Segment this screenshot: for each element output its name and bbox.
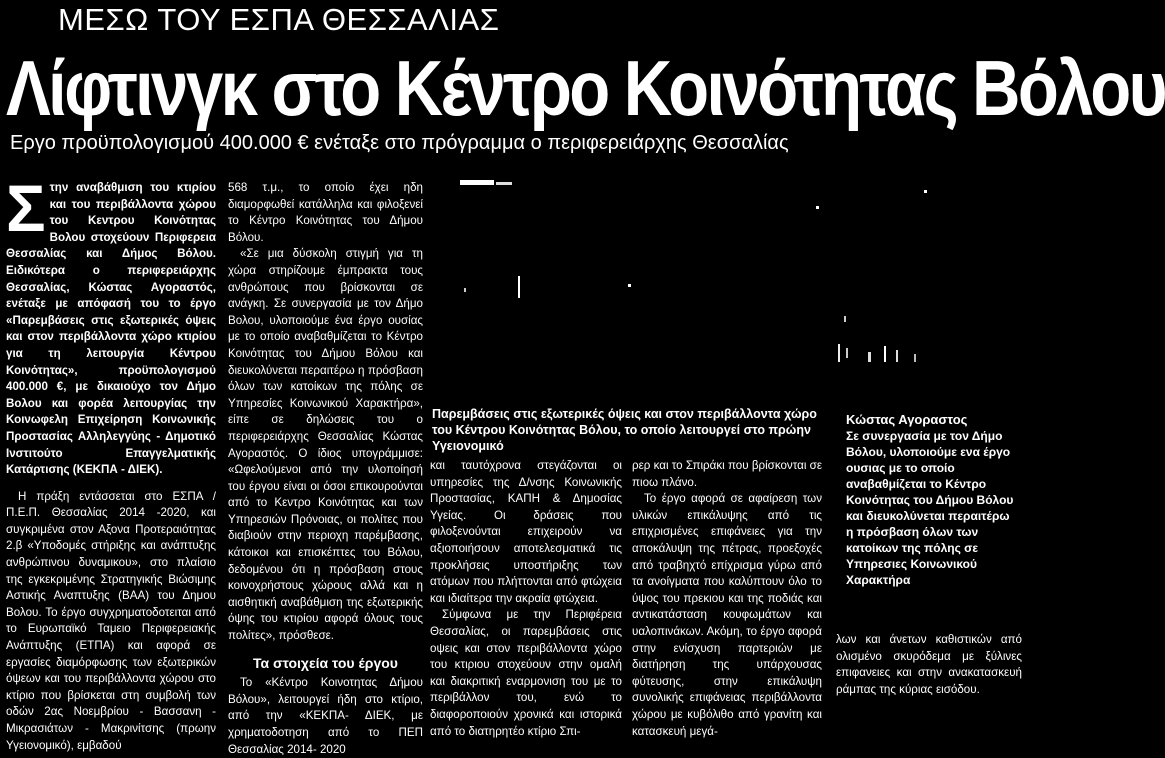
body-paragraph: 568 τ.μ., το οποίο έχει ηδη διαμορφωθεί κατάλληλα και φιλοξενεί το Κέντρο Κοινότητας του Δήμου Βόλου. [228,181,423,244]
headline: Λίφτινγκ στο Κέντρο Κοινότητας Βόλου [6,44,1165,132]
body-paragraph: ρερ και το Σπιράκι που βρίσκονται σε πιοω πλάνο. [632,459,822,489]
building-photo [432,166,832,402]
building-photo-image [432,166,832,402]
side-quote-name: Κώστας Αγοραστος [846,412,968,427]
article-column-4 [632,458,822,740]
portrait-photo [838,166,1024,402]
body-paragraph: Σύμφωνα με την Περιφέρεια Θεσσαλίας, οι παρεμβάσεις στις οψεις και στον περιβάλλοντα χώρο του κτιριου στοχεύουν στην ομαλή και διακριτική εναρμονιση του με το περιβάλλον του, ενώ το διαφοροποιούν χρονικά και ιστορικά από το διατηρητέο κτίριο Σπι- [430,608,622,738]
body-paragraph: Το έργο αφορά σε αφαίρεση των υλικών επικάλυψης από τις επιχρισμένες επιφάνειες για την αποκάλυψη της πέτρας, προεξοχές από τραβηχτό επίχρισμα γύρω από τα ανοίγματα που καλύπτουν όλο το ύψος του πρεκιου και της ποδιάς και αντικατάσταση κουφωμάτων και υαλοπινάκων. Ακόμη, το έργο αφορά στην ενίσχυση παρτεριών με διατήρηση της υπάρχουσας φύτευσης, στην επικάλυψη συνολικής επιφάνειας περιβάλλοντα χώρου με κυβόλιθο από γρανίτη και κατασκευή μεγά- [632,492,822,738]
side-quote-box [846,412,1020,588]
article-column-3 [430,458,622,740]
body-paragraph: λων και άνετων καθιστικών από ολισμένο σκυρόδεμα με ξύλινες επιφανειες και στην ανακατασκευή ράμπας της κύριας εισόδου. [836,633,1022,696]
body-paragraph: «Σε μια δύσκολη στιγμή για τη χώρα στηρίζουμε έμπρακτα τους ανθρώπους που βρίσκονται σε ανάγκη. Σε συνεργασία με τον Δήμο Βολου, υλοποιούμε ένα έργο ουσίας με το οποίο αναβαθμίζεται το Κέντρο Κοινότητας του Δήμου Βόλου και διευκολύνεται περαιτέρω η πρόσβαση όλων των κατοίκων της πόλης σε Υπηρεσίες Κοινωνικού Χαρακτήρα», είπε σε δηλώσεις του ο περιφερειάρχης Θεσσαλίας Κώστας Αγοραστός. Ο ίδιος υπογράμμισε: «Ωφελούμενοι από την υλοποίησή του έργου είναι οι όσοι επικουρούνται από το Κεντρο Κοινότητας και των Υπηρεσιών Πρόνοιας, οι πολίτες που διαβιούν στην περιοχη παρέμβασης, κάτοικοι και επισκέπτες του Βόλου, δεδομένου ότι η πρόσβαση στους κοινοχρήστους χώρους αλλά και η αισθητική αναβάθμιση της εξωτερικής όψης του κτιρίου αφορά όλους τους πολίτες», πρόσθεσε. [228,247,423,643]
portrait-photo-image [838,166,1024,402]
section-title: Τα στοιχεία του έργου [253,654,398,671]
kicker: ΜΕΣΩ ΤΟΥ ΕΣΠΑ ΘΕΣΣΑΛΙΑΣ [58,2,500,37]
article-column-5 [836,632,1022,698]
photo-caption: Παρεμβάσεις στις εξωτερικές όψεις και στον περιβάλλοντα χώρο του Κέντρου Κοινότητας Βόλου, το οποίο λειτουργεί στο πρώην Υγειονομικό [432,407,817,453]
body-paragraph: Το «Κέντρο Κοινοτητας Δήμου Βόλου», λειτουργεί ήδη στο κτίριο, από την «ΚΕΚΠΑ- ΔΙΕΚ, με χρηματοδοτηση από το ΠΕΠ Θεσσαλίας 2014- 2020 [228,676,423,756]
article-column-1 [6,171,216,754]
article-column-2 [228,180,423,758]
body-paragraph: Η πράξη εντάσσεται στο ΕΣΠΑ / Π.Ε.Π. Θεσσαλίας 2014 -2020, και συγκριμένα στον Αξονα Προτεραιότητας 2.β «Υποδομές στήριξης και ανάπτυξης ανθρώπινου δυναμικου», στο πλαίσιο της εγκεκριμένης Στρατηγικής Βιώσιμης Αστικής Αναπτυξης (ΒΑΑ) του Δημου Βολου. Το έργο συγχρηματοδοτειται από το Ευρωπαϊκό Ταμειο Περιφερειακής Ανάπτυξης (ΕΤΠΑ) και αφορά σε εργασίες διαμόρφωσης των εξωτερικών όψεων και του περιβάλλοντα χώρου στο κτίριο που βρίσκεται στη συμβολή των οδών 2ας Νοεμβρίου - Βασσανη - Μικρασιάτων - Μακρινίτσης (πρωην Υγειονομικό), εμβαδού [6,489,216,752]
body-paragraph: και ταυτόχρονα στεγάζονται οι υπηρεσίες της Δ/νσης Κοινωνικής Προστασίας, ΚΑΠΗ & Δημοσίας Υγείας. Οι δράσεις που φιλοξενούνται επιχειρούν να αξιοποιήσουν αποτελεσματικά τις προκλήσεις υποστήριξης των ατόμων που πλήττονται από φτώχεια και ιδιαίτερα την ακραία φτώχεια. [430,459,622,605]
dropcap: Σ [6,171,46,245]
side-quote-text: Σε συνεργασία με τον Δήμο Βόλου, υλοποιούμε ενα έργο ουσιας με το οποίο αναβαθμίζεται το Κέντρο Κοινότητας του Δήμου Βόλου και διευκολύνεται περαιτέρω η πρόσβαση όλων των κατοίκων της πόλης σε Υπηρεσιες Κοινωνικού Χαρακτήρα [846,429,1014,587]
lead-paragraph: την αναβάθμιση του κτιρίου και του περιβάλλοντα χώρου του Κεντρου Κοινότητας Βολου στοχεύουν Περιφερεια Θεσσαλίας και Δήμος Βόλου. Ειδικότερα ο περιφερειάρχης Θεσσαλίας, Κώστας Αγοραστός, ενέταξε με απόφασή του το έργο «Παρεμβάσεις στις εξωτερικές όψεις και στον περιβάλλοντα χώρο κτιρίου για τη λειτουργία Κέντρου Κοινότητας», προϋπολογισμού 400.000 €, με δικαιούχο τον Δήμο Βολου και φορέα λειτουργίας την Κοινωφελη Επιχείρηση Κοινωνικής Προστασίας Αλληλεγγύης - Δημοτικό Ινστιτούτο Επαγγελματικής Κατάρτισης (ΚΕΚΠΑ - ΔΙΕΚ). [6,181,216,477]
subheadline: Εργο προϋπολογισμού 400.000 € ενέταξε στο πρόγραμμα ο περιφερειάρχης Θεσσαλίας [10,132,789,154]
